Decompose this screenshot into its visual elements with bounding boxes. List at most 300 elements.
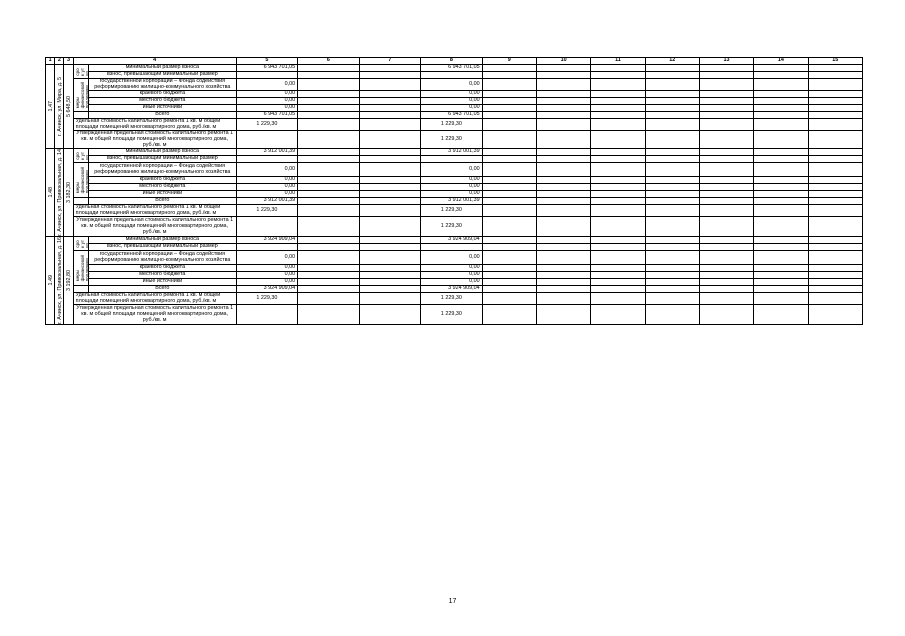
empty-cell — [591, 79, 645, 91]
empty-cell — [645, 65, 699, 72]
empty-cell — [591, 265, 645, 272]
empty-cell — [536, 65, 590, 72]
header-cell: 3 — [64, 58, 73, 65]
empty-cell — [298, 177, 360, 184]
value-col5: 0,00 — [236, 251, 298, 265]
empty-cell — [482, 177, 536, 184]
approved-cost-col8: 1 229,30 — [421, 217, 483, 237]
header-cell: 13 — [699, 58, 753, 65]
empty-cell — [754, 91, 808, 98]
block-address: г. Ачинск, ул. Привокзальная, д. 14 — [55, 149, 64, 237]
empty-cell — [699, 65, 753, 72]
empty-cell — [591, 293, 645, 305]
empty-cell — [536, 251, 590, 265]
approved-cost-label: Утвержденная предельная стоимость капитального ремонта 1 кв. м общей площади помещений многоквартирного дома, руб./кв. м — [73, 305, 236, 325]
block-address: г. Ачинск, ул. Привокзальная, д. 16 — [55, 237, 64, 325]
empty-cell — [482, 244, 536, 251]
unit-cost-col5: 1 229,30 — [236, 205, 298, 217]
empty-cell — [359, 112, 421, 119]
empty-cell — [536, 198, 590, 205]
empty-cell — [699, 237, 753, 244]
empty-cell — [754, 177, 808, 184]
empty-cell — [699, 272, 753, 279]
empty-cell — [482, 156, 536, 163]
value-col8 — [421, 72, 483, 79]
empty-cell — [359, 251, 421, 265]
empty-cell — [359, 163, 421, 177]
empty-cell — [536, 177, 590, 184]
empty-cell — [536, 131, 590, 149]
empty-cell — [591, 279, 645, 286]
empty-cell — [699, 163, 753, 177]
row-label: Всего — [89, 112, 237, 119]
empty-cell — [236, 305, 298, 325]
empty-cell — [359, 305, 421, 325]
empty-cell — [359, 237, 421, 244]
value-col5: 6 943 701,05 — [236, 112, 298, 119]
row-label: взнос, превышающий минимальный размер — [89, 72, 237, 79]
empty-cell — [359, 98, 421, 105]
approved-cost-label: Утвержденная предельная стоимость капитального ремонта 1 кв. м общей площади помещений многоквартирного дома, руб./кв. м — [73, 217, 236, 237]
empty-cell — [591, 105, 645, 112]
empty-cell — [591, 149, 645, 156]
table-row — [46, 119, 863, 131]
empty-cell — [808, 112, 862, 119]
empty-cell — [236, 217, 298, 237]
value-col8: 0,00 — [421, 265, 483, 272]
empty-cell — [298, 198, 360, 205]
value-col5 — [236, 156, 298, 163]
empty-cell — [645, 98, 699, 105]
empty-cell — [645, 156, 699, 163]
empty-cell — [482, 72, 536, 79]
empty-cell — [808, 177, 862, 184]
empty-cell — [699, 198, 753, 205]
unit-cost-label: Удельная стоимость капитального ремонта 1 кв. м общей площади помещений многоквартирного дома, руб./кв. м — [73, 293, 236, 305]
empty-cell — [298, 217, 360, 237]
value-col8: 0,00 — [421, 251, 483, 265]
empty-cell — [645, 105, 699, 112]
row-label: взнос, превышающий минимальный размер — [89, 244, 237, 251]
value-col8: 0,00 — [421, 272, 483, 279]
value-col8: 3 924 909,04 — [421, 286, 483, 293]
empty-cell — [536, 272, 590, 279]
empty-cell — [591, 98, 645, 105]
empty-cell — [236, 131, 298, 149]
empty-cell — [482, 91, 536, 98]
empty-cell — [591, 244, 645, 251]
unit-cost-label: Удельная стоимость капитального ремонта 1 кв. м общей площади помещений многоквартирного дома, руб./кв. м — [73, 205, 236, 217]
empty-cell — [536, 98, 590, 105]
value-col8: 3 924 909,04 — [421, 237, 483, 244]
value-col8 — [421, 244, 483, 251]
empty-cell — [645, 293, 699, 305]
empty-cell — [808, 265, 862, 272]
approved-cost-col8: 1 229,30 — [421, 131, 483, 149]
empty-cell — [359, 184, 421, 191]
empty-cell — [645, 191, 699, 198]
empty-cell — [591, 191, 645, 198]
empty-cell — [591, 272, 645, 279]
empty-cell — [754, 105, 808, 112]
empty-cell — [754, 79, 808, 91]
empty-cell — [536, 286, 590, 293]
empty-cell — [645, 72, 699, 79]
empty-cell — [482, 198, 536, 205]
empty-cell — [298, 65, 360, 72]
value-col8: 0,00 — [421, 177, 483, 184]
empty-cell — [591, 251, 645, 265]
table-row — [46, 305, 863, 307]
unit-cost-label: Удельная стоимость капитального ремонта 1 кв. м общей площади помещений многоквартирного дома, руб./кв. м — [73, 119, 236, 131]
value-col5: 0,00 — [236, 279, 298, 286]
empty-cell — [754, 191, 808, 198]
empty-cell — [754, 198, 808, 205]
block-area: 5 648,50 — [64, 65, 73, 149]
empty-cell — [482, 119, 536, 131]
empty-cell — [754, 217, 808, 237]
empty-cell — [699, 251, 753, 265]
empty-cell — [808, 184, 862, 191]
empty-cell — [298, 72, 360, 79]
header-cell: 2 — [55, 58, 64, 65]
value-col5: 3 912 001,39 — [236, 198, 298, 205]
table-row — [46, 163, 863, 177]
value-col5: 3 912 001,39 — [236, 149, 298, 156]
empty-cell — [754, 205, 808, 217]
empty-cell — [298, 131, 360, 149]
empty-cell — [359, 217, 421, 237]
approved-cost-label: Утвержденная предельная стоимость капитального ремонта 1 кв. м общей площади помещений многоквартирного дома, руб./кв. м — [73, 131, 236, 149]
empty-cell — [754, 251, 808, 265]
empty-cell — [536, 79, 590, 91]
empty-cell — [298, 272, 360, 279]
empty-cell — [591, 305, 645, 325]
row-label: иные источники — [89, 105, 237, 112]
empty-cell — [536, 91, 590, 98]
empty-cell — [482, 279, 536, 286]
value-col8 — [421, 156, 483, 163]
value-col8: 0,00 — [421, 105, 483, 112]
empty-cell — [754, 149, 808, 156]
empty-cell — [536, 237, 590, 244]
empty-cell — [754, 184, 808, 191]
empty-cell — [754, 265, 808, 272]
empty-cell — [645, 305, 699, 325]
empty-cell — [754, 72, 808, 79]
empty-cell — [591, 217, 645, 237]
empty-cell — [699, 131, 753, 149]
empty-cell — [645, 251, 699, 265]
empty-cell — [591, 177, 645, 184]
empty-cell — [754, 237, 808, 244]
block-number: 1.47 — [46, 65, 55, 149]
empty-cell — [754, 293, 808, 305]
empty-cell — [591, 156, 645, 163]
empty-cell — [808, 286, 862, 293]
empty-cell — [699, 119, 753, 131]
value-col5: 0,00 — [236, 265, 298, 272]
empty-cell — [699, 98, 753, 105]
empty-cell — [536, 279, 590, 286]
empty-cell — [754, 272, 808, 279]
empty-cell — [482, 251, 536, 265]
empty-cell — [645, 163, 699, 177]
empty-cell — [808, 293, 862, 305]
empty-cell — [482, 79, 536, 91]
empty-cell — [808, 131, 862, 149]
row-label: минимальный размер взноса — [89, 149, 237, 156]
empty-cell — [359, 91, 421, 98]
empty-cell — [808, 191, 862, 198]
empty-cell — [808, 198, 862, 205]
header-cell: 11 — [591, 58, 645, 65]
value-col5: 0,00 — [236, 79, 298, 91]
row-label: местного бюджета — [89, 272, 237, 279]
row-label: Всего — [89, 198, 237, 205]
empty-cell — [298, 305, 360, 325]
empty-cell — [298, 244, 360, 251]
empty-cell — [808, 72, 862, 79]
empty-cell — [482, 286, 536, 293]
empty-cell — [591, 91, 645, 98]
value-col8: 0,00 — [421, 79, 483, 91]
empty-cell — [359, 265, 421, 272]
empty-cell — [699, 286, 753, 293]
block-address: г. Ачинск, ул. Мира, д. 5 — [55, 65, 64, 149]
empty-cell — [536, 105, 590, 112]
table-body — [46, 58, 863, 325]
table-row — [46, 217, 863, 219]
empty-cell — [536, 156, 590, 163]
value-col5: 0,00 — [236, 177, 298, 184]
empty-cell — [298, 293, 360, 305]
empty-cell — [482, 65, 536, 72]
header-cell: 10 — [536, 58, 590, 65]
empty-cell — [536, 149, 590, 156]
empty-cell — [298, 79, 360, 91]
empty-cell — [808, 244, 862, 251]
row-label: краевого бюджета — [89, 91, 237, 98]
empty-cell — [699, 79, 753, 91]
row-label: иные источники — [89, 191, 237, 198]
empty-cell — [699, 205, 753, 217]
block-number: 1.48 — [46, 149, 55, 237]
empty-cell — [808, 65, 862, 72]
empty-cell — [482, 205, 536, 217]
row-label: государственной корпорации – Фонда содействия реформированию жилищно-коммунального хозяйства — [89, 251, 237, 265]
empty-cell — [359, 293, 421, 305]
block-number: 1.49 — [46, 237, 55, 325]
empty-cell — [482, 237, 536, 244]
empty-cell — [808, 149, 862, 156]
empty-cell — [536, 72, 590, 79]
empty-cell — [482, 217, 536, 237]
empty-cell — [591, 72, 645, 79]
empty-cell — [298, 98, 360, 105]
empty-cell — [645, 79, 699, 91]
empty-cell — [298, 163, 360, 177]
header-cell: 12 — [645, 58, 699, 65]
term-label: сро к ут вз — [73, 237, 88, 251]
row-label: краевого бюджета — [89, 177, 237, 184]
empty-cell — [482, 98, 536, 105]
row-label: государственной корпорации – Фонда содействия реформированию жилищно-коммунального хозяйства — [89, 163, 237, 177]
empty-cell — [808, 251, 862, 265]
empty-cell — [808, 98, 862, 105]
empty-cell — [754, 112, 808, 119]
value-col5: 3 924 909,04 — [236, 237, 298, 244]
empty-cell — [536, 119, 590, 131]
value-col8: 0,00 — [421, 191, 483, 198]
value-col8: 0,00 — [421, 163, 483, 177]
empty-cell — [645, 198, 699, 205]
empty-cell — [699, 244, 753, 251]
term-label: сро к ут вз — [73, 149, 88, 163]
empty-cell — [536, 205, 590, 217]
table-row — [46, 156, 863, 163]
empty-cell — [482, 112, 536, 119]
table-row — [46, 205, 863, 217]
empty-cell — [359, 119, 421, 131]
empty-cell — [699, 191, 753, 198]
empty-cell — [808, 237, 862, 244]
empty-cell — [645, 265, 699, 272]
empty-cell — [536, 112, 590, 119]
header-cell: 8 — [421, 58, 483, 65]
empty-cell — [536, 265, 590, 272]
block-area: 3 182,30 — [64, 149, 73, 237]
empty-cell — [591, 205, 645, 217]
empty-cell — [645, 237, 699, 244]
empty-cell — [699, 156, 753, 163]
term-label: сро к ут вз — [73, 65, 88, 79]
empty-cell — [359, 65, 421, 72]
empty-cell — [359, 191, 421, 198]
empty-cell — [536, 191, 590, 198]
row-label: взнос, превышающий минимальный размер — [89, 156, 237, 163]
row-label: государственной корпорации – Фонда содействия реформированию жилищно-коммунального хозяйства — [89, 79, 237, 91]
block-area: 3 192,80 — [64, 237, 73, 325]
empty-cell — [754, 279, 808, 286]
value-col5: 0,00 — [236, 272, 298, 279]
header-cell: 14 — [754, 58, 808, 65]
value-col5: 0,00 — [236, 98, 298, 105]
empty-cell — [359, 205, 421, 217]
empty-cell — [699, 112, 753, 119]
empty-cell — [808, 205, 862, 217]
empty-cell — [754, 163, 808, 177]
empty-cell — [699, 217, 753, 237]
empty-cell — [645, 217, 699, 237]
empty-cell — [645, 244, 699, 251]
empty-cell — [482, 105, 536, 112]
empty-cell — [591, 198, 645, 205]
empty-cell — [298, 279, 360, 286]
empty-cell — [359, 79, 421, 91]
empty-cell — [591, 184, 645, 191]
empty-cell — [298, 119, 360, 131]
empty-cell — [298, 237, 360, 244]
empty-cell — [808, 217, 862, 237]
empty-cell — [482, 272, 536, 279]
empty-cell — [359, 131, 421, 149]
table-row — [46, 244, 863, 251]
empty-cell — [699, 149, 753, 156]
empty-cell — [699, 72, 753, 79]
empty-cell — [808, 79, 862, 91]
value-col8: 6 943 701,05 — [421, 65, 483, 72]
empty-cell — [699, 293, 753, 305]
empty-cell — [298, 149, 360, 156]
empty-cell — [359, 286, 421, 293]
empty-cell — [536, 293, 590, 305]
empty-cell — [482, 305, 536, 325]
empty-cell — [699, 177, 753, 184]
empty-cell — [645, 149, 699, 156]
empty-cell — [482, 293, 536, 305]
repair-plan-table — [45, 57, 863, 325]
empty-cell — [359, 198, 421, 205]
value-col8: 0,00 — [421, 184, 483, 191]
unit-cost-col8: 1 229,30 — [421, 205, 483, 217]
empty-cell — [591, 237, 645, 244]
empty-cell — [536, 184, 590, 191]
value-col8: 6 943 701,05 — [421, 112, 483, 119]
row-label: местного бюджета — [89, 98, 237, 105]
empty-cell — [645, 279, 699, 286]
value-col5: 0,00 — [236, 163, 298, 177]
header-cell: 1 — [46, 58, 55, 65]
value-col5 — [236, 244, 298, 251]
page-number: 17 — [448, 598, 457, 605]
empty-cell — [298, 156, 360, 163]
empty-cell — [699, 91, 753, 98]
table-row — [46, 293, 863, 305]
header-cell: 9 — [482, 58, 536, 65]
empty-cell — [645, 119, 699, 131]
empty-cell — [754, 65, 808, 72]
empty-cell — [359, 177, 421, 184]
value-col8: 0,00 — [421, 91, 483, 98]
value-col5: 0,00 — [236, 191, 298, 198]
empty-cell — [298, 265, 360, 272]
value-col8: 0,00 — [421, 279, 483, 286]
empty-cell — [645, 286, 699, 293]
empty-cell — [754, 156, 808, 163]
empty-cell — [482, 131, 536, 149]
empty-cell — [536, 244, 590, 251]
empty-cell — [645, 205, 699, 217]
empty-cell — [298, 191, 360, 198]
row-label: местного бюджета — [89, 184, 237, 191]
empty-cell — [645, 131, 699, 149]
header-cell: 6 — [298, 58, 360, 65]
empty-cell — [298, 205, 360, 217]
empty-cell — [359, 272, 421, 279]
empty-cell — [591, 112, 645, 119]
empty-cell — [808, 91, 862, 98]
empty-cell — [298, 91, 360, 98]
header-cell: 15 — [808, 58, 862, 65]
empty-cell — [754, 244, 808, 251]
empty-cell — [298, 105, 360, 112]
empty-cell — [359, 72, 421, 79]
empty-cell — [808, 272, 862, 279]
empty-cell — [808, 105, 862, 112]
table-row — [46, 251, 863, 265]
empty-cell — [482, 184, 536, 191]
